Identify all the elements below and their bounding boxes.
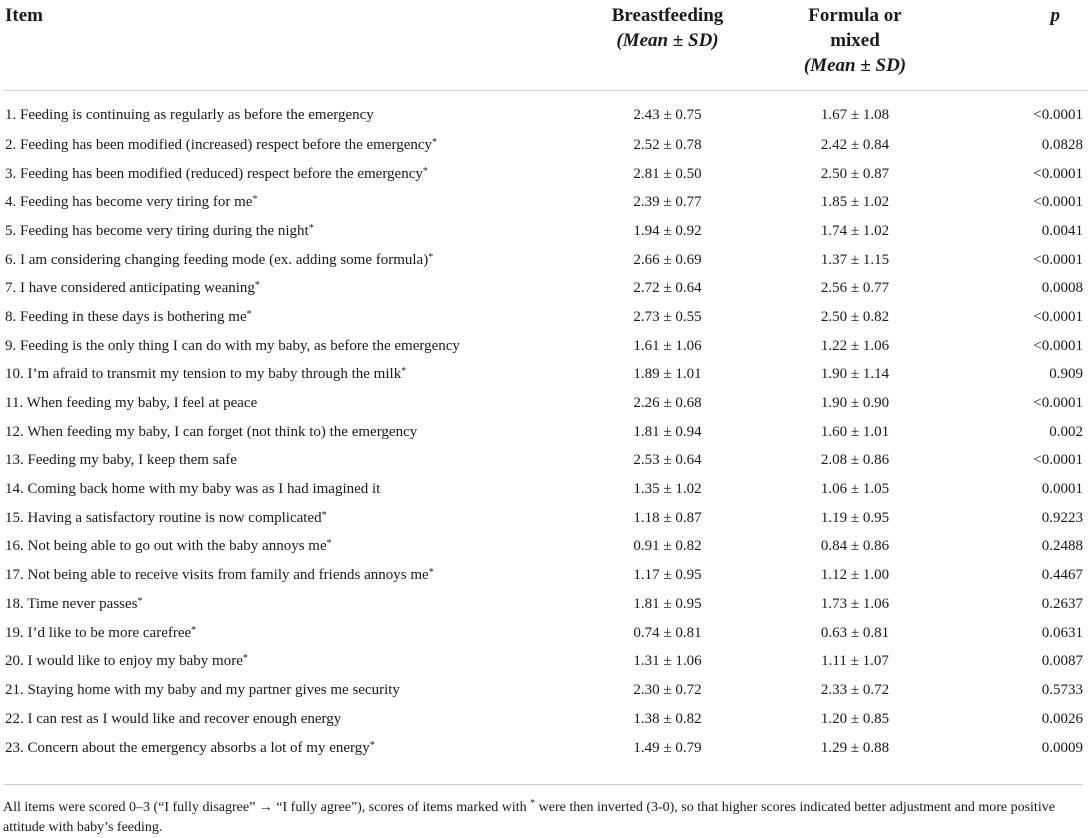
table-row xyxy=(3,246,1088,275)
table-row xyxy=(3,733,1088,764)
breastfeeding-cell: 1.17 ± 0.95 xyxy=(633,567,702,584)
breastfeeding-cell: 1.61 ± 1.06 xyxy=(633,337,702,354)
table-row xyxy=(3,647,1088,676)
formula-cell: 2.50 ± 0.82 xyxy=(820,308,890,325)
breastfeeding-cell: 1.94 ± 0.92 xyxy=(633,222,702,239)
item-text: 22. I can rest as I would like and recover enough energy xyxy=(5,710,342,727)
item-cell xyxy=(3,160,570,189)
breastfeeding-cell: 2.39 ± 0.77 xyxy=(633,194,702,211)
breastfeeding-cell: 1.38 ± 0.82 xyxy=(633,710,702,727)
footnote-star: * xyxy=(530,798,536,809)
formula-cell: 2.56 ± 0.77 xyxy=(820,280,890,297)
p-value-cell: 0.2488 xyxy=(1041,538,1083,555)
item-cell xyxy=(3,361,570,390)
p-value-cell: <0.0001 xyxy=(1033,194,1083,211)
inverted-marker: * xyxy=(242,653,248,665)
item-cell xyxy=(3,274,570,303)
breastfeeding-cell: 1.81 ± 0.94 xyxy=(633,423,702,440)
header-formula-sub: (Mean ± SD) xyxy=(803,55,907,76)
item-cell xyxy=(3,733,570,764)
p-value-cell: 0.0008 xyxy=(1041,280,1083,297)
breastfeeding-cell: 2.30 ± 0.72 xyxy=(633,681,702,698)
item-text: 3. Feeding has been modified (reduced) respect before the emergency xyxy=(5,165,423,182)
formula-cell: 1.12 ± 1.00 xyxy=(820,567,890,584)
inverted-marker: * xyxy=(428,251,434,263)
p-value-cell: <0.0001 xyxy=(1033,337,1083,354)
p-value-cell: <0.0001 xyxy=(1033,395,1083,412)
item-text: 21. Staying home with my baby and my partner gives me security xyxy=(5,681,400,698)
table-row xyxy=(3,361,1088,390)
item-cell xyxy=(3,504,570,533)
header-p-label: p xyxy=(1050,5,1060,26)
item-text: 1. Feeding is continuing as regularly as before the emergency xyxy=(5,106,374,123)
item-cell xyxy=(3,188,570,217)
formula-cell: 1.11 ± 1.07 xyxy=(821,653,889,670)
item-cell xyxy=(3,418,570,447)
table-row xyxy=(3,131,1088,160)
p-value-cell: <0.0001 xyxy=(1033,251,1083,268)
formula-cell: 1.73 ± 1.06 xyxy=(820,595,890,612)
formula-cell: 1.06 ± 1.05 xyxy=(820,481,890,498)
formula-cell: 1.37 ± 1.15 xyxy=(820,251,890,268)
breastfeeding-cell: 1.31 ± 1.06 xyxy=(633,653,702,670)
item-text: 16. Not being able to go out with the baby annoys me xyxy=(5,538,327,555)
breastfeeding-cell: 2.73 ± 0.55 xyxy=(633,308,702,325)
header-formula-line1: Formula or xyxy=(808,5,902,26)
table-body xyxy=(3,91,1088,765)
inverted-marker: * xyxy=(191,624,197,636)
p-value-cell: 0.0001 xyxy=(1041,481,1083,498)
formula-cell: 1.60 ± 1.01 xyxy=(820,423,890,440)
table-footnote xyxy=(3,784,1083,838)
formula-cell: 2.08 ± 0.86 xyxy=(820,452,890,469)
p-value-cell: <0.0001 xyxy=(1033,308,1083,325)
item-text: 20. I would like to enjoy my baby more xyxy=(5,653,243,670)
item-text: 8. Feeding in these days is bothering me xyxy=(5,308,247,325)
inverted-marker: * xyxy=(252,194,258,206)
item-cell xyxy=(3,131,570,160)
table-row xyxy=(3,217,1088,246)
item-cell xyxy=(3,246,570,275)
inverted-marker: * xyxy=(369,740,375,752)
item-text: 5. Feeding has become very tiring during the night xyxy=(5,222,309,239)
table-row xyxy=(3,91,1088,132)
inverted-marker: * xyxy=(422,165,428,177)
item-text: 4. Feeding has become very tiring for me xyxy=(5,194,253,211)
p-value-cell: 0.0087 xyxy=(1041,653,1083,670)
p-value-cell: 0.002 xyxy=(1049,423,1083,440)
breastfeeding-cell: 1.89 ± 1.01 xyxy=(633,366,702,383)
formula-cell: 1.20 ± 0.85 xyxy=(820,710,890,727)
inverted-marker: * xyxy=(401,366,407,378)
breastfeeding-cell: 1.81 ± 0.95 xyxy=(633,595,702,612)
formula-cell: 1.90 ± 1.14 xyxy=(820,366,890,383)
header-formula xyxy=(735,0,945,91)
item-cell xyxy=(3,303,570,332)
item-cell xyxy=(3,447,570,476)
item-text: 2. Feeding has been modified (increased) respect before the emergency xyxy=(5,136,433,153)
item-cell xyxy=(3,676,570,705)
item-cell xyxy=(3,475,570,504)
formula-cell: 1.19 ± 0.95 xyxy=(820,509,890,526)
inverted-marker: * xyxy=(432,136,438,148)
header-item-label: Item xyxy=(5,5,43,26)
header-formula-line2: mixed xyxy=(830,30,880,51)
breastfeeding-cell: 1.18 ± 0.87 xyxy=(633,509,702,526)
item-text: 10. I’m afraid to transmit my tension to my baby through the milk xyxy=(5,366,402,383)
item-cell xyxy=(3,619,570,648)
formula-cell: 2.33 ± 0.72 xyxy=(820,681,890,698)
header-row xyxy=(3,0,1088,91)
inverted-marker: * xyxy=(137,595,143,607)
breastfeeding-cell: 0.91 ± 0.82 xyxy=(633,538,702,555)
header-item xyxy=(3,0,570,91)
breastfeeding-cell: 1.35 ± 1.02 xyxy=(633,481,702,498)
p-value-cell: 0.4467 xyxy=(1041,567,1083,584)
breastfeeding-cell: 0.74 ± 0.81 xyxy=(633,624,702,641)
table-row xyxy=(3,188,1088,217)
formula-cell: 2.42 ± 0.84 xyxy=(820,136,890,153)
p-value-cell: 0.0041 xyxy=(1041,222,1083,239)
item-cell xyxy=(3,590,570,619)
item-text: 12. When feeding my baby, I can forget (not think to) the emergency xyxy=(5,423,418,440)
item-cell xyxy=(3,705,570,734)
p-value-cell: 0.0026 xyxy=(1041,710,1083,727)
formula-cell: 1.29 ± 0.88 xyxy=(820,740,890,757)
item-cell xyxy=(3,561,570,590)
item-cell xyxy=(3,533,570,562)
formula-cell: 1.90 ± 0.90 xyxy=(820,395,890,412)
formula-cell: 1.67 ± 1.08 xyxy=(820,106,890,123)
footnote-text-before: All items were scored 0–3 (“I fully disagree” → “I fully agree”), scores of items marked with xyxy=(3,800,531,815)
table-row xyxy=(3,447,1088,476)
table-row xyxy=(3,619,1088,648)
table-row xyxy=(3,274,1088,303)
item-cell xyxy=(3,389,570,418)
inverted-marker: * xyxy=(254,280,260,292)
table-row xyxy=(3,504,1088,533)
table-header xyxy=(3,0,1088,91)
table-row xyxy=(3,533,1088,562)
table-row xyxy=(3,418,1088,447)
breastfeeding-cell: 1.49 ± 0.79 xyxy=(633,740,702,757)
header-p xyxy=(945,0,1088,91)
formula-cell: 0.84 ± 0.86 xyxy=(820,538,890,555)
inverted-marker: * xyxy=(326,538,332,550)
breastfeeding-cell: 2.52 ± 0.78 xyxy=(633,136,702,153)
item-text: 17. Not being able to receive visits from family and friends annoys me xyxy=(5,567,429,584)
breastfeeding-cell: 2.43 ± 0.75 xyxy=(633,106,702,123)
item-cell xyxy=(3,332,570,361)
item-cell xyxy=(3,217,570,246)
table-row xyxy=(3,676,1088,705)
formula-cell: 1.74 ± 1.02 xyxy=(820,222,890,239)
table-row xyxy=(3,475,1088,504)
item-text: 15. Having a satisfactory routine is now complicated xyxy=(5,509,322,526)
formula-cell: 2.50 ± 0.87 xyxy=(820,165,890,182)
formula-cell: 1.85 ± 1.02 xyxy=(820,194,890,211)
item-text: 11. When feeding my baby, I feel at peace xyxy=(5,395,258,412)
item-text: 19. I’d like to be more carefree xyxy=(5,624,192,641)
item-text: 14. Coming back home with my baby was as I had imagined it xyxy=(5,481,381,498)
table-row xyxy=(3,590,1088,619)
p-value-cell: 0.0009 xyxy=(1041,740,1083,757)
table-row xyxy=(3,389,1088,418)
table-row xyxy=(3,303,1088,332)
breastfeeding-cell: 2.26 ± 0.68 xyxy=(633,395,702,412)
p-value-cell: 0.9223 xyxy=(1041,509,1083,526)
footnote-text-after: were then inverted (3-0), so that higher scores indicated better adjustment and more positive attitude with baby’s feeding. xyxy=(3,800,1055,835)
header-breastfeeding-sub: (Mean ± SD) xyxy=(616,30,719,51)
item-text: 13. Feeding my baby, I keep them safe xyxy=(5,452,237,469)
p-value-cell: 0.0828 xyxy=(1041,136,1083,153)
p-value-cell: <0.0001 xyxy=(1033,452,1083,469)
item-cell xyxy=(3,91,570,132)
item-text: 9. Feeding is the only thing I can do with my baby, as before the emergency xyxy=(5,337,460,354)
item-text: 18. Time never passes xyxy=(5,595,138,612)
p-value-cell: <0.0001 xyxy=(1033,165,1083,182)
table-row xyxy=(3,561,1088,590)
item-cell xyxy=(3,647,570,676)
p-value-cell: <0.0001 xyxy=(1033,106,1083,123)
p-value-cell: 0.5733 xyxy=(1041,681,1083,698)
results-table xyxy=(3,0,1088,764)
header-breastfeeding-label: Breastfeeding xyxy=(611,5,724,26)
inverted-marker: * xyxy=(246,308,252,320)
inverted-marker: * xyxy=(428,567,434,579)
inverted-marker: * xyxy=(308,222,314,234)
breastfeeding-cell: 2.66 ± 0.69 xyxy=(633,251,702,268)
table-row xyxy=(3,332,1088,361)
item-text: 7. I have considered anticipating weaning xyxy=(5,280,255,297)
formula-cell: 1.22 ± 1.06 xyxy=(820,337,890,354)
header-breastfeeding xyxy=(570,0,735,91)
formula-cell: 0.63 ± 0.81 xyxy=(820,624,890,641)
breastfeeding-cell: 2.53 ± 0.64 xyxy=(633,452,702,469)
table-row xyxy=(3,160,1088,189)
breastfeeding-cell: 2.72 ± 0.64 xyxy=(633,280,702,297)
p-value-cell: 0.2637 xyxy=(1041,595,1083,612)
table-row xyxy=(3,705,1088,734)
item-text: 23. Concern about the emergency absorbs a lot of my energy xyxy=(5,740,370,757)
inverted-marker: * xyxy=(321,509,327,521)
p-value-cell: 0.0631 xyxy=(1041,624,1083,641)
item-text: 6. I am considering changing feeding mode (ex. adding some formula) xyxy=(5,251,429,268)
p-value-cell: 0.909 xyxy=(1049,366,1083,383)
breastfeeding-cell: 2.81 ± 0.50 xyxy=(633,165,702,182)
